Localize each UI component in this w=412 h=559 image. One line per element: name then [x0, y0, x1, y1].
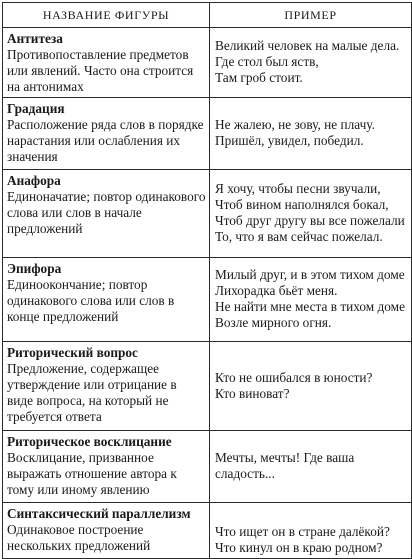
figure-definition: Предложение, содержащее утверждение или отрицание в виде вопроса, на который не требуется ответа	[7, 361, 177, 424]
table-row	[3, 258, 412, 342]
example-line: Мечты, мечты! Где ваша сладость...	[215, 450, 355, 481]
example-line: Чтоб друг другу вы все пожелали	[215, 213, 405, 228]
example-cell	[210, 258, 412, 342]
example-line: Лихорадка бьёт меня.	[215, 283, 338, 298]
example-line: Кто виноват?	[215, 385, 290, 401]
example-line: Там гроб стоит.	[215, 70, 303, 85]
figure-title: Эпифора	[7, 261, 62, 276]
header-figure-name: НАЗВАНИЕ ФИГУРЫ	[3, 3, 210, 28]
figure-cell	[3, 170, 210, 258]
figure-cell	[3, 28, 210, 98]
figure-definition: Одинаковое построение нескольких предложений	[7, 522, 151, 553]
example-line: Я хочу, чтобы песни звучали,	[215, 181, 381, 196]
figure-cell	[3, 503, 210, 559]
figure-title: Градация	[7, 101, 65, 116]
header-example: ПРИМЕР	[210, 3, 412, 28]
figure-title: Риторическое восклицание	[7, 434, 172, 449]
figure-definition: Единоначатие; повтор одинакового слова или слов в начале предложений	[7, 189, 206, 236]
example-line: Чтоб вином наполнялся бокал,	[215, 197, 389, 212]
example-cell	[210, 342, 412, 431]
example-cell	[210, 28, 412, 98]
figure-cell	[3, 342, 210, 431]
example-line: Что кинул он в краю родном?	[215, 540, 383, 555]
example-line: Милый друг, и в этом тихом доме	[215, 267, 405, 282]
figure-title: Анафора	[7, 173, 61, 188]
table-header-row	[3, 3, 412, 28]
table-row	[3, 98, 412, 170]
example-line: Не найти мне места в тихом доме	[215, 299, 405, 314]
table-row	[3, 503, 412, 559]
table-row	[3, 431, 412, 503]
figure-cell	[3, 98, 210, 170]
table-row	[3, 170, 412, 258]
example-cell	[210, 431, 412, 503]
example-cell	[210, 170, 412, 258]
figure-title: Синтаксический параллелизм	[7, 506, 191, 521]
figure-cell	[3, 431, 210, 503]
figure-definition: Восклицание, призванное выражать отношение автора к тому или иному явлению	[7, 450, 177, 497]
example-line: Не жалею, не зову, не плачу.	[215, 117, 375, 132]
example-cell	[210, 503, 412, 559]
figure-title: Риторический вопрос	[7, 345, 138, 360]
example-line: Где стол был яств,	[215, 54, 319, 69]
example-line: Пришёл, увидел, победил.	[215, 133, 364, 148]
table-row	[3, 342, 412, 431]
example-line: То, что я вам сейчас пожелал.	[215, 229, 383, 244]
figure-definition: Расположение ряда слов в порядке нарастания или ослабления их значения	[7, 117, 204, 164]
table-row	[3, 28, 412, 98]
example-line: Великий человек на малые дела.	[215, 38, 400, 53]
figure-definition: Единоокончание; повтор одинакового слова или слов в конце предложений	[7, 277, 175, 324]
example-line: Что ищет он в стране далёкой?	[215, 524, 390, 539]
example-line: Кто не ошибался в юности?	[215, 369, 373, 385]
example-line: Возле мирного огня.	[215, 315, 332, 330]
figure-title: Антитеза	[7, 31, 63, 46]
example-cell	[210, 98, 412, 170]
figure-definition: Противопоставление предметов или явлений. Часто она строится на антонимах	[7, 47, 194, 94]
figure-cell	[3, 258, 210, 342]
figures-table	[2, 2, 412, 559]
